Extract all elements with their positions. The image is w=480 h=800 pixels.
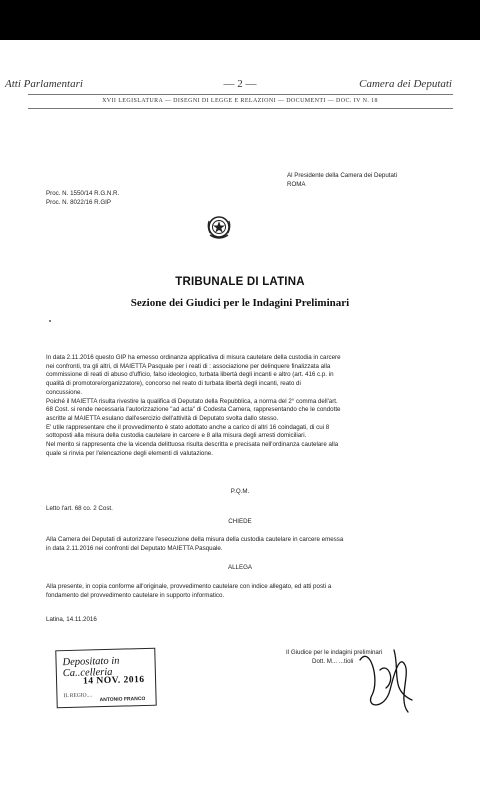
text-line: in data 2.11.2016 nei confronti del Deputato MAIETTA Pasquale. (46, 544, 223, 552)
paragraph-attachments (46, 583, 431, 600)
top-black-bar (0, 0, 480, 40)
addressee-block (287, 172, 397, 189)
text-line: E' utile rappresentare che il provvedimento è stato adottato anche a carico di altri 16 coindagati, di cui 8 (46, 423, 330, 431)
text-line: Poiché il MAIETTA risulta rivestire la qualifica di Deputato della Repubblica, a norma del 2° comma dell'art. (46, 397, 338, 405)
text-line: 68 Cost. si rende necessaria l'autorizzazione "ad acta" di Codesta Camera, rappresentando che le condotte (46, 406, 341, 414)
scan-speck (49, 320, 51, 322)
addressee-line1: Al Presidente della Camera dei Deputati (287, 172, 398, 179)
text-line: qualità di promotore/organizzatore), concorso nel reato di turbata libertà degli incanti, reato di (46, 380, 301, 388)
addressee-line2: ROMA (287, 180, 306, 188)
judge-title: Il Giudice per le indagini preliminari (286, 649, 383, 656)
text-line: concussione. (46, 388, 83, 396)
chiede-heading: CHIEDE (228, 518, 252, 525)
court-title: TRIBUNALE DI LATINA (175, 276, 305, 288)
pqm-heading: P.Q.M. (230, 488, 250, 495)
court-section: Sezione dei Giudici per le Indagini Preliminari (130, 297, 350, 309)
italian-republic-emblem-icon (206, 212, 232, 242)
text-line: nei confronti, tra gli altri, di MAIETTA Pasquale per i reati di : associazione per delinquere finalizzata alla (46, 362, 331, 370)
proc-numbers (46, 190, 119, 207)
place-date: Latina, 14.11.2016 (46, 616, 97, 623)
text-line: ascritte al MAIETTA esulano dall'esercizio dell'attività di Deputato svolta dallo stesso. (46, 414, 279, 422)
header-right: Camera dei Deputati (359, 78, 452, 90)
text-line: sottoposti alla misura della custodia cautelare in carcere e 8 alla misura degli arresti domiciliari. (46, 432, 307, 440)
proc-line1: Proc. N. 1550/14 R.G.N.R. (46, 190, 120, 197)
letto-line: Letto l'art. 68 co. 2 Cost. (46, 505, 113, 512)
handwritten-signature-icon (350, 640, 420, 720)
stamp-registrar: IL REGIO.... (63, 692, 93, 700)
text-line: Alla Camera dei Deputati di autorizzare l'esecuzione della misura della custodia cautelare in carcere emessa (46, 536, 344, 543)
text-line: fondamento del provvedimento cautelare in supporto informatico. (46, 591, 225, 599)
page-number: — 2 — (223, 78, 257, 90)
proc-line2: Proc. N. 8022/16 R.GIP (46, 198, 111, 206)
header-rule-top (28, 94, 453, 95)
stamp-date: 14 NOV. 2016 (82, 674, 145, 687)
header-left: Atti Parlamentari (5, 78, 83, 90)
judge-name: Dott. M... ...tioli (312, 657, 354, 665)
header-subtitle: XVII LEGISLATURA — DISEGNI DI LEGGE E RELAZIONI — DOCUMENTI — DOC. IV N. 18 (102, 98, 378, 104)
allega-heading: ALLEGA (227, 564, 253, 571)
stamp-text: Depositato in Ca..celleria (62, 655, 120, 680)
text-line: quale si rinvia per l'elencazione degli elementi di valutazione. (46, 449, 213, 457)
text-line: Nel merito si rappresenta che la vicenda delittuosa risulta descritta e precisata nell'ordinanza cautelare alla (46, 441, 339, 449)
text-line: Alla presente, in copia conforme all'originale, provvedimento cautelare con indice allegato, ed atti posti a (46, 583, 332, 590)
stamp-name: ANTONIO FRANCO (99, 695, 146, 704)
paragraph-request (46, 536, 431, 553)
header-rule-bottom (28, 108, 453, 109)
text-line: In data 2.11.2016 questo GIP ha emesso ordinanza applicativa di misura cautelare della custodia in carcere (46, 354, 341, 361)
deposit-stamp (55, 648, 156, 709)
paragraph-facts (46, 354, 431, 458)
text-line: commissione di reati di abuso d'ufficio, falso ideologico, turbata libertà degli incanti e altro (art. 416 c.p. in (46, 371, 334, 379)
